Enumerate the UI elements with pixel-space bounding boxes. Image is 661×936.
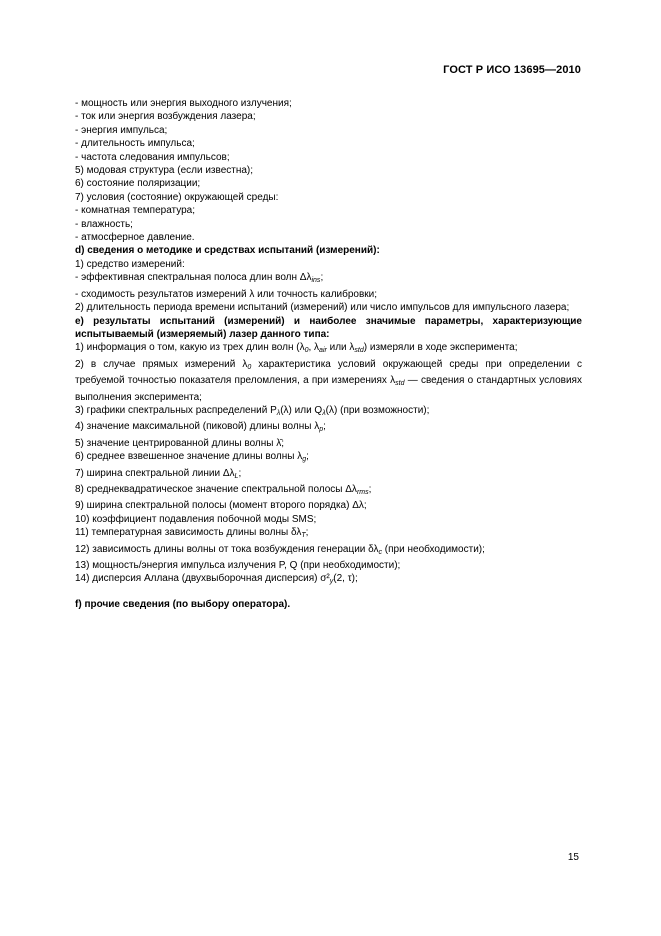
text-span: (при необходимости); [382, 543, 485, 555]
subscript: 0 [247, 363, 252, 371]
list-item: - комнатная температура; [75, 205, 196, 217]
list-item: - сходимость результатов измерений λ или точность калибровки; [75, 288, 378, 300]
subscript: L [234, 472, 239, 480]
subscript: ins [311, 277, 321, 285]
text-span: 11) температурная зависимость длины волны δλ [75, 527, 302, 539]
text-span: ; [323, 421, 326, 433]
subscript: c [378, 548, 383, 556]
text-span: , λ [308, 342, 320, 354]
list-item: 5) модовая структура (если известна); [75, 165, 254, 177]
text-span: (2, τ); [333, 573, 358, 585]
list-item: - ток или энергия возбуждения лазера; [75, 111, 256, 123]
subscript: rms [356, 488, 369, 496]
text-span: ; [305, 527, 309, 539]
list-item [75, 358, 582, 404]
document-body [75, 97, 582, 611]
text-span: 8) среднеквадратическое значение спектральной полосы Δλ [75, 483, 357, 495]
subscript: p [319, 426, 324, 434]
text-span: ; [306, 451, 309, 463]
subscript: λ [322, 409, 326, 417]
list-item [75, 450, 582, 466]
list-item: - атмосферное давление. [75, 232, 195, 244]
list-item [75, 467, 582, 483]
subscript: std [354, 347, 364, 355]
subscript: 0 [304, 347, 309, 355]
text-span: ; [368, 483, 372, 495]
text-span: 7) ширина спектральной линии Δλ [75, 467, 235, 479]
list-item [75, 572, 582, 588]
text-span: - эффективная спектральная полоса длин волн Δλ [75, 272, 312, 284]
section-heading-d: d) сведения о методике и средствах испытаний (измерений): [75, 245, 380, 257]
document-header: ГОСТ Р ИСО 13695—2010 [443, 64, 581, 76]
text-span: ) измеряли в ходе эксперимента; [363, 342, 518, 354]
section-heading-e: e) результаты испытаний (измерений) и наиболее значимые параметры, характеризующие испытываемый (измеряемый) лазер данного типа: [75, 315, 582, 340]
list-item: - мощность или энергия выходного излучения; [75, 98, 292, 109]
list-item: - частота следования импульсов; [75, 151, 230, 163]
list-item [75, 271, 582, 287]
list-item: 1) средство измерений: [75, 258, 185, 270]
list-item [75, 483, 582, 499]
text-span: или λ [326, 342, 355, 354]
list-item: 2) длительность периода времени испытаний (измерений) или число импульсов для импульсного лазера; [75, 302, 570, 314]
text-span: — сведения о стандартных условиях выполнения эксперимента; [75, 375, 582, 403]
page-number: 15 [567, 852, 579, 863]
text-span: (λ) или Q [280, 404, 323, 416]
list-item [75, 404, 582, 420]
list-item [75, 420, 582, 436]
list-item: - влажность; [75, 218, 133, 230]
text-span: (λ) (при возможности); [325, 404, 430, 416]
subscript: y [329, 578, 334, 586]
list-item: 7) условия (состояние) окружающей среды: [75, 191, 279, 203]
section-heading-f: f) прочие сведения (по выбору оператора). [75, 598, 291, 610]
list-item: - энергия импульса; [75, 124, 168, 136]
subscript: T [301, 532, 306, 540]
list-item: 5) значение центрированной длины волны λ̄; [75, 437, 285, 449]
text-span: 12) зависимость длины волны от тока возбуждения генерации δλ [75, 543, 379, 555]
subscript: air [319, 347, 327, 355]
text-span: ; [238, 467, 242, 479]
text-span: 4) значение максимальной (пиковой) длины волны λ [75, 421, 320, 433]
subscript: λ [276, 409, 281, 417]
list-item: 6) состояние поляризации; [75, 178, 201, 190]
list-item: - длительность импульса; [75, 138, 195, 150]
text-span: 6) среднее взвешенное значение длины волны λ [75, 451, 303, 463]
list-item: 9) ширина спектральной полосы (момент второго порядка) Δλ; [75, 500, 367, 512]
subscript: g [302, 456, 307, 464]
subscript: std [395, 380, 405, 388]
list-item: 13) мощность/энергия импульса излучения P, Q (при необходимости); [75, 560, 401, 571]
list-item [75, 543, 582, 559]
list-item [75, 526, 582, 542]
text-span: характеристика условий окружающей среды при определении с требуемой точностью показателя преломления, а при измерениях λ [75, 358, 582, 387]
text-span: 14) дисперсия Аллана (двухвыборочная дисперсия) σ² [75, 573, 330, 585]
spacer [75, 589, 582, 598]
text-span: 3) графики спектральных распределений P [75, 404, 277, 416]
text-span: 1) информация о том, какую из трех длин волн (λ [75, 342, 305, 354]
text-span: 2) в случае прямых измерений λ [75, 358, 248, 370]
text-span: ; [320, 272, 324, 284]
list-item [75, 341, 582, 357]
list-item: 10) коэффициент подавления побочной моды SMS; [75, 513, 317, 525]
